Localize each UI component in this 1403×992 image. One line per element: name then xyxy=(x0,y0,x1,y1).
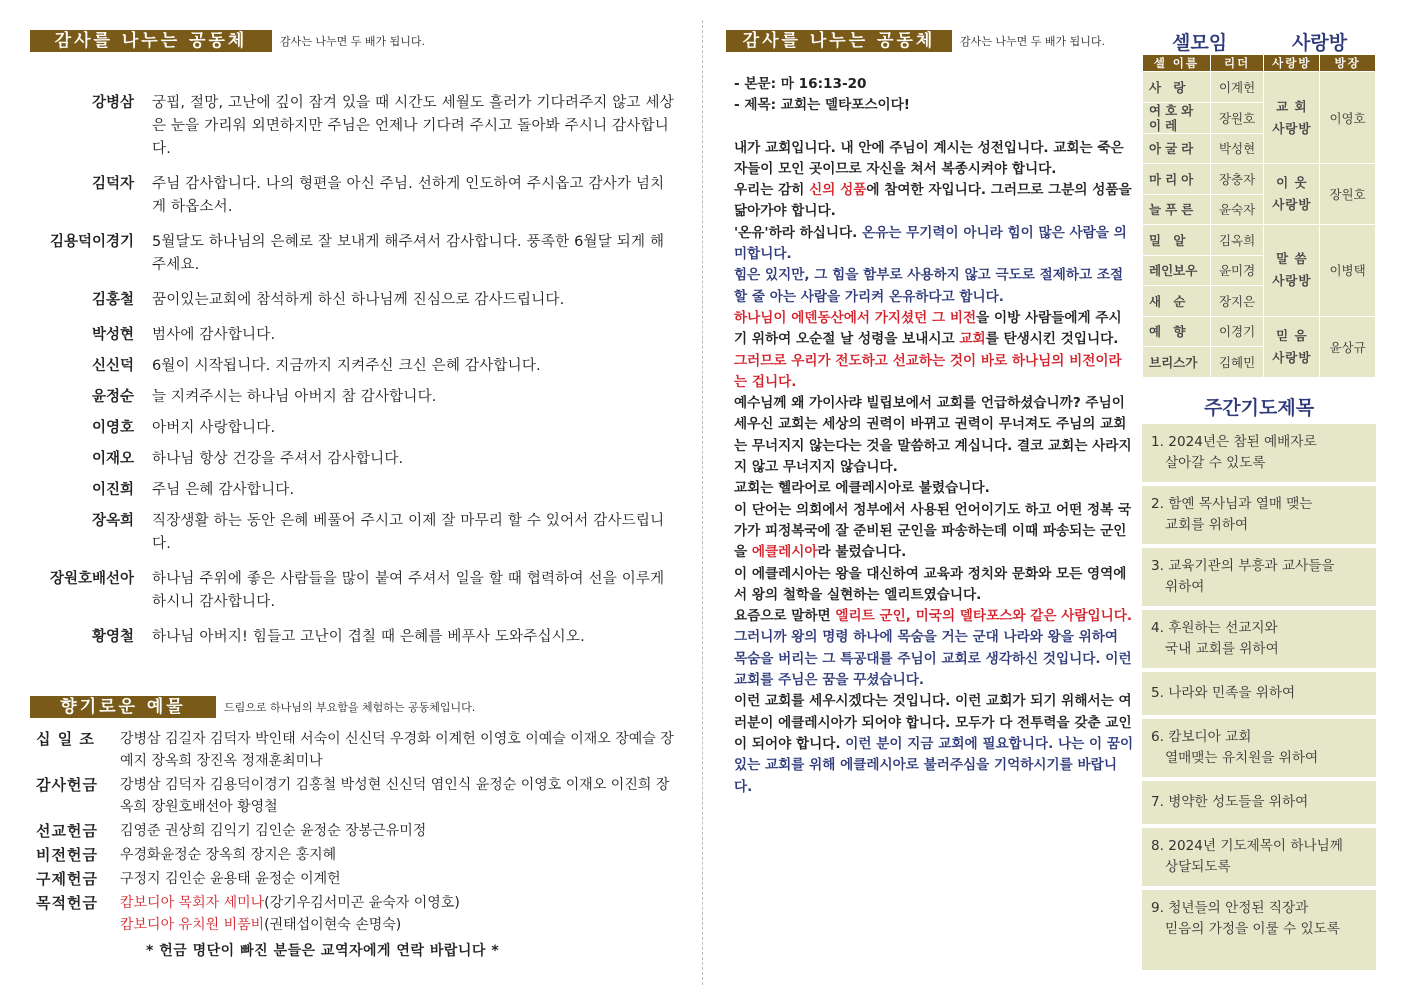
offering-row xyxy=(36,844,686,866)
room-name: 이 웃 사랑방 xyxy=(1264,164,1320,225)
purpose-item-2: 캄보디아 유치원 비품비 xyxy=(120,917,265,933)
right-section-title: 감사를 나누는 공동체 xyxy=(726,30,952,52)
sermon-passage: - 본문: 마 16:13-20 xyxy=(734,76,867,92)
thanks-name: 이진희 xyxy=(91,482,134,498)
thanks-name: 김용덕이경기 xyxy=(49,234,134,250)
thanks-text: 하나님 아버지! 힘들고 고난이 겹칠 때 은혜를 베푸사 도와주십시오. xyxy=(152,629,585,645)
offering-label: 십 일 조 xyxy=(36,730,95,748)
purpose-item-1: 캄보디아 목회자 세미나 xyxy=(120,895,265,911)
offering-note: * 헌금 명단이 빠진 분들은 교역자에게 연락 바랍니다 * xyxy=(146,943,500,959)
sermon-paragraph: 이 에클레시아는 왕을 대신하여 교육과 정치와 문화와 모든 영역에서 왕의 철학을 실현하는 엘리트였습니다. xyxy=(734,565,1127,603)
room-name: 말 씀 사랑방 xyxy=(1264,225,1320,317)
room-head: 이영호 xyxy=(1320,72,1376,164)
cell-name: 여호와이레 xyxy=(1143,102,1211,133)
cell-leader: 이계헌 xyxy=(1210,72,1264,103)
cell-leader: 윤미경 xyxy=(1210,255,1264,286)
cell-leader: 장원호 xyxy=(1210,102,1264,133)
purpose-item-1-donors: (강기우김서미곤 윤숙자 이영호) xyxy=(264,895,460,911)
thanks-row xyxy=(30,626,680,649)
thanks-name: 박성현 xyxy=(91,327,134,343)
offering-row-purpose xyxy=(36,892,686,936)
sermon-paragraph: 이 단어는 의회에서 정부에서 사용된 언어이기도 하고 어떤 정복 국가가 피정복국에 잘 준비된 군인을 파송하는데 이때 파송되는 군인을 에클레시아라 불렀습니다. xyxy=(734,501,1132,561)
sermon-paragraph: 힘은 있지만, 그 힘을 함부로 사용하지 않고 극도로 절제하고 조절할 줄 아는 사람을 가리켜 온유하다고 합니다. xyxy=(734,267,1124,305)
table-row xyxy=(1143,72,1376,103)
thanks-row xyxy=(30,355,680,378)
offering-label: 구제헌금 xyxy=(36,870,98,888)
left-section-header xyxy=(30,30,425,52)
thanks-text: 늘 지켜주시는 하나님 아버지 참 감사합니다. xyxy=(152,389,437,405)
table-header-row xyxy=(1143,55,1376,72)
offering-row xyxy=(36,774,686,818)
offering-label: 감사헌금 xyxy=(36,776,98,794)
prayer-item: 9. 청년들의 안정된 직장과 믿음의 가정을 이룰 수 있도록 xyxy=(1142,890,1376,970)
thanks-row xyxy=(30,92,680,161)
cell-name: 늘푸른 xyxy=(1143,194,1211,225)
offering-row xyxy=(36,868,686,890)
table-row xyxy=(1143,316,1376,347)
table-row xyxy=(1143,164,1376,195)
left-section-subtitle: 감사는 나누면 두 배가 됩니다. xyxy=(280,35,425,48)
thanks-row xyxy=(30,324,680,347)
sermon-paragraph: 이런 교회를 세우시겠다는 것입니다. 이런 교회가 되기 위해서는 여러분이 에클레시아가 되어야 합니다. 모두가 다 전투력을 갖춘 교인이 되어야 합니다. 이런 분이 지금 교회에 필요합니다. 나는 이 꿈이 있는 교회를 위해 에클레시아로 불러주심을 기억하시기를 바랍니다. xyxy=(734,693,1134,795)
prayer-item: 4. 후원하는 선교지와 국내 교회를 위하여 xyxy=(1142,610,1376,668)
page-fold-divider xyxy=(702,20,703,985)
thanks-name: 강병삼 xyxy=(91,95,134,111)
sermon-paragraph: 내가 교회입니다. 내 안에 주님이 계시는 성전입니다. 교회는 죽은 자들이 모인 곳이므로 자신을 쳐서 복종시켜야 합니다. xyxy=(734,139,1124,177)
thanks-text: 직장생활 하는 동안 은혜 베풀어 주시고 이제 잘 마무리 할 수 있어서 감사드립니다. xyxy=(152,513,665,552)
offering-names: 구정지 김인순 윤용태 윤정순 이계헌 xyxy=(120,871,341,887)
purpose-item-2-donors: (권태섭이현숙 손명숙) xyxy=(264,917,402,933)
cell-leader: 장충자 xyxy=(1210,164,1264,195)
prayer-item: 5. 나라와 민족을 위하여 xyxy=(1142,672,1376,715)
prayer-item: 2. 함옌 목사님과 열매 맺는 교회를 위하여 xyxy=(1142,486,1376,544)
thanks-text: 주님 감사합니다. 나의 형편을 아신 주님. 선하게 인도하여 주시옵고 감사가 넘치게 하옵소서. xyxy=(152,176,665,215)
prayer-item: 1. 2024년은 참된 예배자로 살아갈 수 있도록 xyxy=(1142,424,1376,482)
thanks-name: 윤정순 xyxy=(91,389,134,405)
thanks-row xyxy=(30,510,680,556)
sermon-paragraph: 예수님께 왜 가이사랴 빌립보에서 교회를 언급하셨습니까? 주님이 세우신 교회는 세상의 권력이 바뀌고 권력이 무너져도 주님의 교회는 무너지지 않는다는 것을 말씀하고 계십니다. 결코 교회는 사라지지 않고 무너지지 않습니다. xyxy=(734,395,1132,476)
thanks-text: 6월이 시작됩니다. 지금까지 지켜주신 크신 은혜 감사합니다. xyxy=(152,358,541,374)
room-name: 교 회 사랑방 xyxy=(1264,72,1320,164)
sermon-paragraph: 그러니까 왕의 명령 하나에 목숨을 거는 군대 나라와 왕을 위하여 목숨을 버리는 그 특공대를 주님이 교회로 생각하신 것입니다. 이런 교회를 주님은 꿈을 꾸셨습니다. xyxy=(734,629,1132,689)
thanks-name: 장원호배선아 xyxy=(49,571,134,587)
thanks-name: 김홍철 xyxy=(91,292,134,308)
room-group-title: 사랑방 xyxy=(1292,32,1348,54)
cell-name: 마리아 xyxy=(1143,164,1211,195)
sermon-paragraph: 요즘으로 말하면 엘리트 군인, 미국의 델타포스와 같은 사람입니다. xyxy=(734,608,1133,625)
cell-name: 밀 알 xyxy=(1143,225,1211,256)
cell-leader: 장지은 xyxy=(1210,286,1264,317)
offering-names: 우경화윤정순 장옥희 장지은 홍지혜 xyxy=(120,847,337,863)
offering-list xyxy=(36,728,686,938)
thanks-row xyxy=(30,386,680,409)
right-section-subtitle: 감사는 나누면 두 배가 됩니다. xyxy=(960,35,1105,48)
column-header: 셀 이름 xyxy=(1143,55,1211,72)
thanks-text: 아버지 사랑합니다. xyxy=(152,420,276,436)
cell-name: 브리스가 xyxy=(1143,347,1211,378)
thanks-text: 궁핍, 절망, 고난에 깊이 잠겨 있을 때 시간도 세월도 흘러가 기다려주지 않고 세상은 눈을 가리워 외면하지만 주님은 언제나 기다려 주시고 돌아봐 주시니 감사합니다. xyxy=(152,95,674,157)
prayer-title: 주간기도제목 xyxy=(1203,397,1315,419)
cell-name: 사 랑 xyxy=(1143,72,1211,103)
thanks-row xyxy=(30,289,680,312)
offering-label: 목적헌금 xyxy=(36,894,98,912)
cell-leader: 이경기 xyxy=(1210,316,1264,347)
thanks-row xyxy=(30,479,680,502)
thanks-name: 황영철 xyxy=(91,629,134,645)
right-section-header xyxy=(726,30,1105,52)
cell-leader: 김혜민 xyxy=(1210,347,1264,378)
offering-section-title: 향기로운 예물 xyxy=(30,696,216,718)
cell-name: 레인보우 xyxy=(1143,255,1211,286)
room-head: 이병택 xyxy=(1320,225,1376,317)
offering-label: 선교헌금 xyxy=(36,822,98,840)
prayer-item: 6. 캄보디아 교회 열매맺는 유치원을 위하여 xyxy=(1142,719,1376,777)
cell-leader: 박성현 xyxy=(1210,133,1264,164)
thanks-name: 이영호 xyxy=(91,420,134,436)
offering-row xyxy=(36,728,686,772)
column-header: 리더 xyxy=(1210,55,1264,72)
thanks-name: 이재오 xyxy=(91,451,134,467)
offering-names: 김영준 권상희 김익기 김인순 윤정순 장봉근유미정 xyxy=(120,823,427,839)
prayer-item: 8. 2024년 기도제목이 하나님께 상달되도록 xyxy=(1142,828,1376,886)
prayer-item: 3. 교육기관의 부흥과 교사들을 위하여 xyxy=(1142,548,1376,606)
thanks-text: 5월달도 하나님의 은혜로 잘 보내게 해주셔서 감사합니다. 풍족한 6월달 되게 해주세요. xyxy=(152,234,665,273)
room-head: 윤상규 xyxy=(1320,316,1376,377)
thanks-list xyxy=(30,92,680,661)
sermon-paragraph: 우리는 감히 신의 성품에 참여한 자입니다. 그러므로 그분의 성품을 닮아가야 합니다. xyxy=(734,182,1132,220)
thanks-row xyxy=(30,417,680,440)
thanks-text: 주님 은혜 감사합니다. xyxy=(152,482,295,498)
cell-leader: 윤숙자 xyxy=(1210,194,1264,225)
table-row xyxy=(1143,225,1376,256)
thanks-row xyxy=(30,173,680,219)
cell-name: 예 향 xyxy=(1143,316,1211,347)
left-section-title: 감사를 나누는 공동체 xyxy=(30,30,272,52)
sermon-paragraph: 그러므로 우리가 전도하고 선교하는 것이 바로 하나님의 비전이라는 겁니다. xyxy=(734,352,1122,390)
thanks-text: 하나님 항상 건강을 주셔서 감사합니다. xyxy=(152,451,404,467)
sermon-paragraph: 하나님이 에덴동산에서 가지셨던 그 비전을 이방 사람들에게 주시기 위하여 오순절 날 성령을 보내시고 교회를 탄생시킨 것입니다. xyxy=(734,309,1122,348)
sermon-summary xyxy=(734,74,1134,798)
cell-name: 아굴라 xyxy=(1143,133,1211,164)
thanks-text: 범사에 감사합니다. xyxy=(152,327,276,343)
offering-row xyxy=(36,820,686,842)
offering-names: 강병삼 김덕자 김용덕이경기 김홍철 박성현 신신덕 염인식 윤정순 이영호 이재오 이진희 장옥희 장원호배선아 황영철 xyxy=(120,777,670,815)
thanks-text: 꿈이있는교회에 참석하게 하신 하나님께 진심으로 감사드립니다. xyxy=(152,292,565,308)
cell-group-table xyxy=(1142,54,1376,378)
offering-section-subtitle: 드림으로 하나님의 부요함을 체험하는 공동체입니다. xyxy=(224,701,476,714)
column-header: 방장 xyxy=(1320,55,1376,72)
cell-group-title: 셀모임 xyxy=(1172,32,1228,54)
thanks-name: 장옥희 xyxy=(91,513,134,529)
thanks-name: 신신덕 xyxy=(91,358,134,374)
cell-leader: 김옥희 xyxy=(1210,225,1264,256)
thanks-row xyxy=(30,448,680,471)
thanks-name: 김덕자 xyxy=(91,176,134,192)
column-header: 사랑방 xyxy=(1264,55,1320,72)
offering-section-header xyxy=(30,696,475,718)
thanks-row xyxy=(30,231,680,277)
cell-name: 새 순 xyxy=(1143,286,1211,317)
thanks-row xyxy=(30,568,680,614)
purpose-offering-names xyxy=(120,892,680,936)
sermon-paragraph: 교회는 헬라어로 에클레시아로 불렸습니다. xyxy=(734,480,990,497)
sermon-paragraph: '온유'하라 하십니다. 온유는 무기력이 아니라 힘이 많은 사람을 의미합니다. xyxy=(734,224,1127,263)
room-name: 믿 음 사랑방 xyxy=(1264,316,1320,377)
prayer-list xyxy=(1142,424,1376,974)
offering-names: 강병삼 김길자 김덕자 박인태 서숙이 신신덕 우경화 이계헌 이영호 이예슬 이재오 장예슬 장예지 장옥희 장진옥 정재훈최미나 xyxy=(120,731,674,769)
room-head: 장원호 xyxy=(1320,164,1376,225)
offering-label: 비전헌금 xyxy=(36,846,98,864)
thanks-text: 하나님 주위에 좋은 사람들을 많이 붙여 주셔서 일을 할 때 협력하여 선을 이루게 하시니 감사합니다. xyxy=(152,571,665,610)
sermon-title: - 제목: 교회는 델타포스이다! xyxy=(734,97,910,114)
prayer-item: 7. 병약한 성도들을 위하여 xyxy=(1142,781,1376,824)
